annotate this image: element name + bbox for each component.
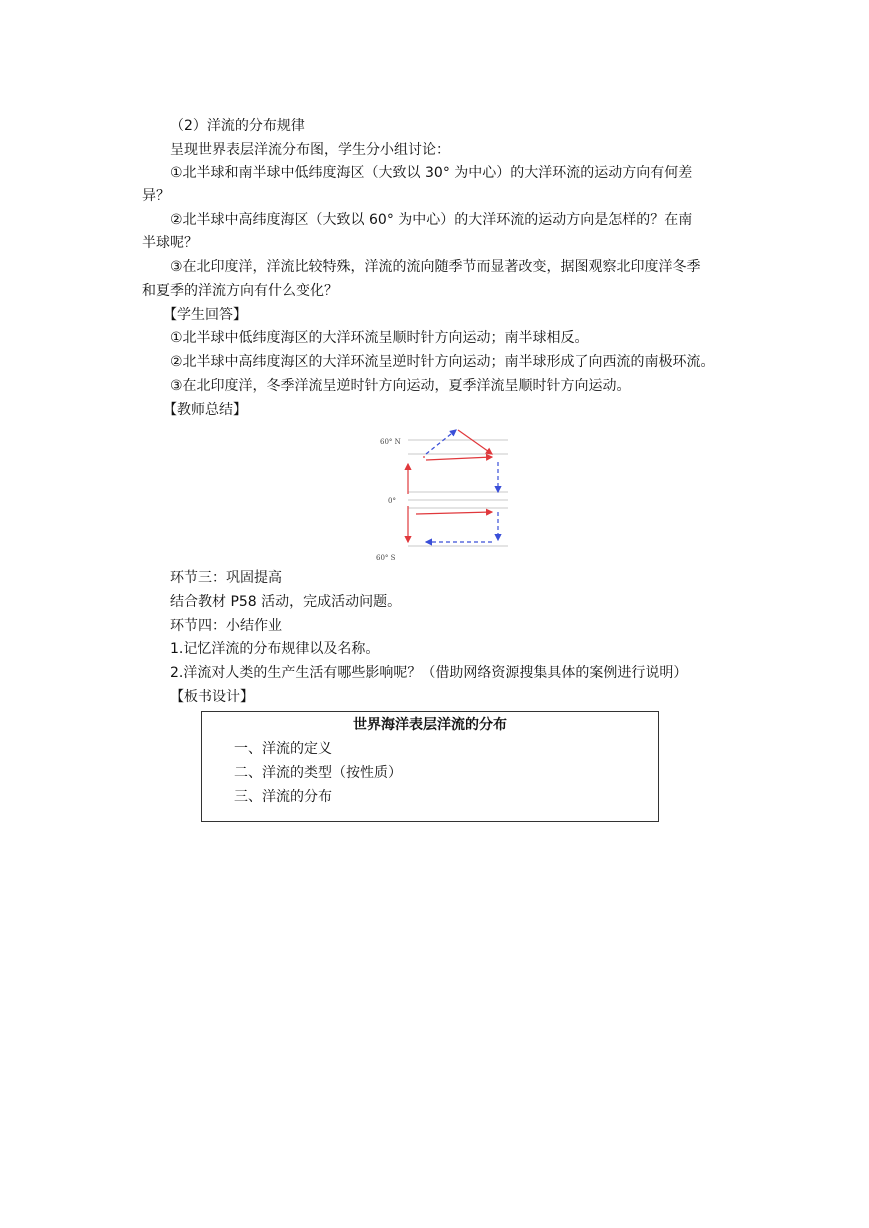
board-heading: 【板书设计】 xyxy=(170,689,254,705)
answer-1: ①北半球中低纬度海区的大洋环流呈顺时针方向运动；南半球相反。 xyxy=(170,330,589,346)
question-1-line-1: ①北半球和南半球中低纬度海区（大致以 30° 为中心）的大洋环流的运动方向有何差 xyxy=(170,165,693,181)
board-item: 三、洋流的分布 xyxy=(234,789,332,805)
label-60n: 60° N xyxy=(380,438,401,446)
answer-3: ③在北印度洋，冬季洋流呈逆时针方向运动，夏季洋流呈顺时针方向运动。 xyxy=(170,378,631,394)
question-2-line-2: 半球呢？ xyxy=(142,235,198,251)
warm-current-arrow xyxy=(458,430,492,454)
homework-1: 1.记忆洋流的分布规律以及名称。 xyxy=(170,641,380,657)
section-3-title: 环节三：巩固提高 xyxy=(170,570,282,586)
label-60s: 60° S xyxy=(376,554,396,562)
intro-text: 呈现世界表层洋流分布图，学生分小组讨论： xyxy=(170,142,450,158)
summary-heading: 【教师总结】 xyxy=(163,402,247,418)
section-3-text: 结合教材 P58 活动，完成活动问题。 xyxy=(170,594,402,610)
board-title: 世界海洋表层洋流的分布 xyxy=(353,717,507,733)
section-heading: （2）洋流的分布规律 xyxy=(170,118,305,134)
answer-heading: 【学生回答】 xyxy=(163,307,247,323)
question-2-line-1: ②北半球中高纬度海区（大致以 60° 为中心）的大洋环流的运动方向是怎样的？在南 xyxy=(170,212,693,228)
question-3-line-2: 和夏季的洋流方向有什么变化？ xyxy=(142,283,338,299)
cold-current-arrow xyxy=(426,430,456,454)
ocean-current-svg xyxy=(368,424,518,564)
warm-current-arrow xyxy=(416,512,492,514)
latitude-grid xyxy=(408,440,508,546)
question-1-line-2: 异？ xyxy=(142,188,170,204)
board-item: 一、洋流的定义 xyxy=(234,741,332,757)
homework-2: 2.洋流对人类的生产生活有哪些影响呢？（借助网络资源搜集具体的案例进行说明） xyxy=(170,665,688,681)
board-design-box xyxy=(201,711,659,822)
label-equator: 0° xyxy=(388,497,396,505)
question-3-line-1: ③在北印度洋，洋流比较特殊，洋流的流向随季节而显著改变，据图观察北印度洋冬季 xyxy=(170,259,701,275)
answer-2: ②北半球中高纬度海区的大洋环流呈逆时针方向运动；南半球形成了向西流的南极环流。 xyxy=(170,354,715,370)
section-4-title: 环节四：小结作业 xyxy=(170,618,282,634)
warm-current-arrow xyxy=(426,457,492,460)
ocean-current-diagram xyxy=(368,424,518,564)
board-item: 二、洋流的类型（按性质） xyxy=(234,765,402,781)
